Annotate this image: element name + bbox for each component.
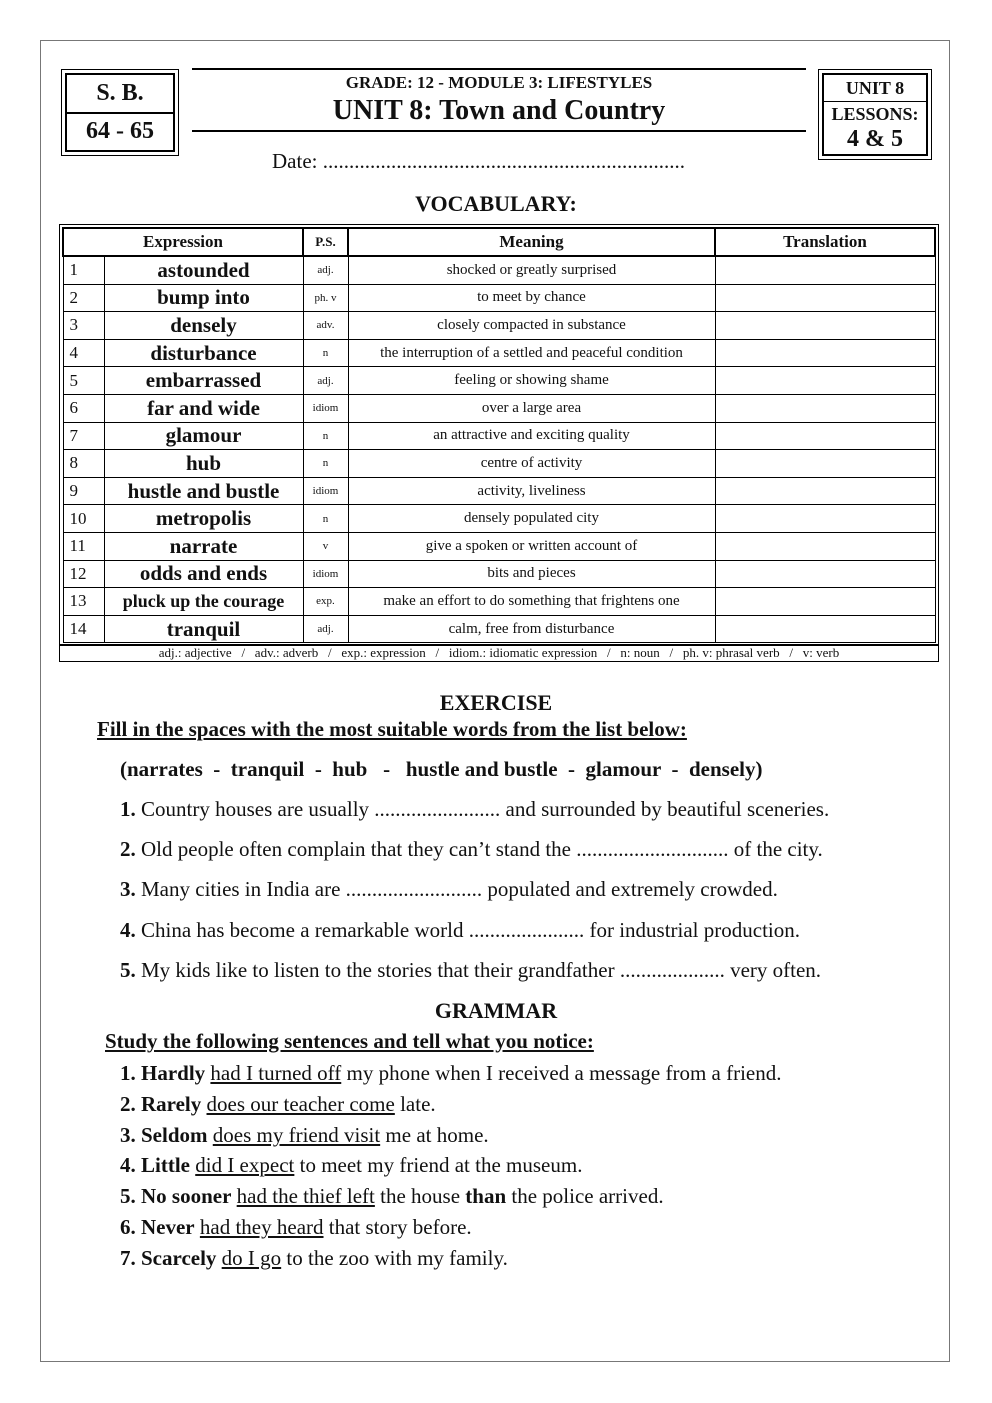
item-number: 4. — [120, 1153, 136, 1177]
sentence-rest: the police arrived. — [506, 1184, 664, 1208]
table-row — [63, 312, 935, 340]
item-number: 3. — [120, 877, 136, 901]
grammar-sentence — [120, 1092, 436, 1117]
part-of-speech-cell: adj. — [303, 615, 348, 643]
translation-cell[interactable] — [715, 256, 935, 284]
row-number: 14 — [63, 615, 104, 643]
exercise-item[interactable] — [120, 918, 800, 943]
meaning-cell: calm, free from disturbance — [348, 615, 715, 643]
table-row — [63, 560, 935, 588]
part-of-speech-cell: v — [303, 532, 348, 560]
part-of-speech-cell: idiom — [303, 394, 348, 422]
part-of-speech-cell: ph. v — [303, 284, 348, 312]
expression-cell: densely — [104, 312, 303, 340]
item-number: 1. — [120, 797, 136, 821]
table-row — [63, 367, 935, 395]
col-expression: Expression — [63, 228, 303, 256]
expression-cell: disturbance — [104, 339, 303, 367]
translation-cell[interactable] — [715, 394, 935, 422]
translation-cell[interactable] — [715, 532, 935, 560]
expression-cell: hustle and bustle — [104, 477, 303, 505]
inversion-adverb: Hardly — [141, 1061, 206, 1085]
sentence-rest: that story before. — [323, 1215, 472, 1239]
inverted-verb-phrase: does my friend visit — [212, 1123, 381, 1147]
unit-box-lessons-label: LESSONS: — [831, 104, 919, 124]
table-row — [63, 477, 935, 505]
part-of-speech-cell: n — [303, 505, 348, 533]
unit-lessons-box — [818, 69, 932, 160]
meaning-cell: the interruption of a settled and peaceful condition — [348, 339, 715, 367]
expression-cell: glamour — [104, 422, 303, 450]
col-ps: P.S. — [303, 228, 348, 256]
item-number: 5. — [120, 958, 136, 982]
translation-cell[interactable] — [715, 450, 935, 478]
translation-cell[interactable] — [715, 505, 935, 533]
grammar-sentence — [120, 1153, 582, 1178]
unit-box-unit: UNIT 8 — [824, 75, 926, 102]
expression-cell: embarrassed — [104, 367, 303, 395]
row-number: 12 — [63, 560, 104, 588]
grammar-sentence — [120, 1215, 472, 1240]
exercise-title: EXERCISE — [439, 690, 553, 715]
part-of-speech-cell: adj. — [303, 256, 348, 284]
expression-cell: astounded — [104, 256, 303, 284]
meaning-cell: closely compacted in substance — [348, 312, 715, 340]
row-number: 2 — [63, 284, 104, 312]
word-list: (narrates - tranquil - hub - hustle and bustle - glamour - densely) — [120, 757, 763, 781]
item-text: Many cities in India are .......................... populated and extremely crowded. — [135, 877, 778, 901]
part-of-speech-cell: idiom — [303, 560, 348, 588]
item-number: 5. — [120, 1184, 136, 1208]
row-number: 11 — [63, 532, 104, 560]
expression-cell: hub — [104, 450, 303, 478]
meaning-cell: shocked or greatly surprised — [348, 256, 715, 284]
expression-cell: odds and ends — [104, 560, 303, 588]
exercise-item[interactable] — [120, 958, 821, 983]
sentence-rest: to meet my friend at the museum. — [294, 1153, 583, 1177]
part-of-speech-cell: adj. — [303, 367, 348, 395]
part-of-speech-cell: exp. — [303, 588, 348, 616]
sb-label: S. B. — [67, 75, 173, 114]
table-row — [63, 394, 935, 422]
row-number: 7 — [63, 422, 104, 450]
sentence-rest: me at home. — [380, 1123, 489, 1147]
translation-cell[interactable] — [715, 367, 935, 395]
row-number: 4 — [63, 339, 104, 367]
inverted-verb-phrase: did I expect — [195, 1153, 295, 1177]
expression-cell: far and wide — [104, 394, 303, 422]
sb-pages: 64 - 65 — [86, 118, 154, 145]
meaning-cell: to meet by chance — [348, 284, 715, 312]
expression-cell: narrate — [104, 532, 303, 560]
row-number: 9 — [63, 477, 104, 505]
unit-box-lessons: 4 & 5 — [847, 126, 903, 152]
inversion-adverb: No sooner — [141, 1184, 232, 1208]
part-of-speech-cell: idiom — [303, 477, 348, 505]
table-row — [63, 339, 935, 367]
item-number: 7. — [120, 1246, 136, 1270]
row-number: 8 — [63, 450, 104, 478]
translation-cell[interactable] — [715, 615, 935, 643]
translation-cell[interactable] — [715, 588, 935, 616]
sentence-rest: my phone when I received a message from a friend. — [341, 1061, 782, 1085]
exercise-item[interactable] — [120, 797, 829, 822]
table-row — [63, 615, 935, 643]
table-row — [63, 588, 935, 616]
table-row — [63, 422, 935, 450]
header-rule-bottom — [192, 130, 806, 132]
meaning-cell: activity, liveliness — [348, 477, 715, 505]
inversion-adverb: Rarely — [141, 1092, 202, 1116]
part-of-speech-cell: n — [303, 339, 348, 367]
sentence-rest: to the zoo with my family. — [281, 1246, 508, 1270]
grammar-sentence — [120, 1246, 508, 1271]
table-row — [63, 284, 935, 312]
inversion-adverb: Little — [141, 1153, 190, 1177]
expression-cell: pluck up the courage — [104, 588, 303, 616]
inverted-verb-phrase: do I go — [221, 1246, 282, 1270]
meaning-cell: densely populated city — [348, 505, 715, 533]
expression-cell: bump into — [104, 284, 303, 312]
table-row — [63, 450, 935, 478]
inversion-adverb: Seldom — [141, 1123, 208, 1147]
header-rule-top — [192, 68, 806, 70]
grammar-sentence — [120, 1061, 782, 1086]
expression-cell: tranquil — [104, 615, 303, 643]
exercise-item[interactable] — [120, 837, 823, 862]
item-number: 2. — [120, 1092, 136, 1116]
inversion-adverb: Never — [141, 1215, 195, 1239]
row-number: 6 — [63, 394, 104, 422]
correlative-word: than — [465, 1184, 507, 1208]
legend: adj.: adjective / adv.: adverb / exp.: expression / idiom.: idiomatic expression / n: noun / ph. v: phrasal verb / v: verb — [59, 644, 939, 662]
vocabulary-table — [59, 224, 939, 646]
inversion-adverb: Scarcely — [141, 1246, 217, 1270]
translation-cell[interactable] — [715, 422, 935, 450]
item-number: 3. — [120, 1123, 136, 1147]
unit-title: UNIT 8: Town and Country — [332, 95, 666, 126]
item-text: China has become a remarkable world ...................... for industrial production. — [135, 918, 800, 942]
item-text: My kids like to listen to the stories that their grandfather .................... very often. — [135, 958, 822, 982]
grammar-instruction: Study the following sentences and tell what you notice: — [105, 1029, 594, 1053]
table-row — [63, 505, 935, 533]
table-row — [63, 532, 935, 560]
inverted-verb-phrase: does our teacher come — [206, 1092, 395, 1116]
table-header-row — [63, 228, 935, 256]
translation-cell[interactable] — [715, 312, 935, 340]
vocabulary-title: VOCABULARY: — [415, 191, 577, 216]
grammar-title: GRAMMAR — [434, 998, 558, 1023]
inverted-verb-phrase: had they heard — [199, 1215, 324, 1239]
translation-cell[interactable] — [715, 284, 935, 312]
date-field[interactable]: Date: ..................................................................... — [272, 149, 685, 173]
translation-cell[interactable] — [715, 339, 935, 367]
translation-cell[interactable] — [715, 560, 935, 588]
item-text: Old people often complain that they can’t stand the ............................. of the city. — [135, 837, 823, 861]
row-number: 5 — [63, 367, 104, 395]
meaning-cell: bits and pieces — [348, 560, 715, 588]
row-number: 13 — [63, 588, 104, 616]
item-number: 4. — [120, 918, 136, 942]
exercise-instruction: Fill in the spaces with the most suitable words from the list below: — [97, 717, 687, 741]
part-of-speech-cell: adv. — [303, 312, 348, 340]
grade-line: GRADE: 12 - MODULE 3: LIFESTYLES — [345, 73, 653, 92]
item-number: 2. — [120, 837, 136, 861]
expression-cell: metropolis — [104, 505, 303, 533]
row-number: 3 — [63, 312, 104, 340]
meaning-cell: centre of activity — [348, 450, 715, 478]
row-number: 10 — [63, 505, 104, 533]
row-number: 1 — [63, 256, 104, 284]
col-translation: Translation — [715, 228, 935, 256]
inverted-verb-phrase: had I turned off — [210, 1061, 342, 1085]
part-of-speech-cell: n — [303, 450, 348, 478]
meaning-cell: an attractive and exciting quality — [348, 422, 715, 450]
item-text: Country houses are usually ........................ and surrounded by beautiful sceneries. — [135, 797, 830, 821]
col-meaning: Meaning — [348, 228, 715, 256]
meaning-cell: make an effort to do something that frightens one — [348, 588, 715, 616]
sentence-rest: late. — [394, 1092, 436, 1116]
part-of-speech-cell: n — [303, 422, 348, 450]
inverted-verb-phrase: had the thief left — [236, 1184, 375, 1208]
grammar-sentence — [120, 1123, 489, 1148]
grammar-sentence — [120, 1184, 664, 1209]
meaning-cell: over a large area — [348, 394, 715, 422]
meaning-cell: give a spoken or written account of — [348, 532, 715, 560]
meaning-cell: feeling or showing shame — [348, 367, 715, 395]
item-number: 1. — [120, 1061, 136, 1085]
sentence-rest: the house — [374, 1184, 466, 1208]
student-book-box — [61, 69, 179, 156]
translation-cell[interactable] — [715, 477, 935, 505]
table-row — [63, 256, 935, 284]
item-number: 6. — [120, 1215, 136, 1239]
exercise-item[interactable] — [120, 877, 778, 902]
